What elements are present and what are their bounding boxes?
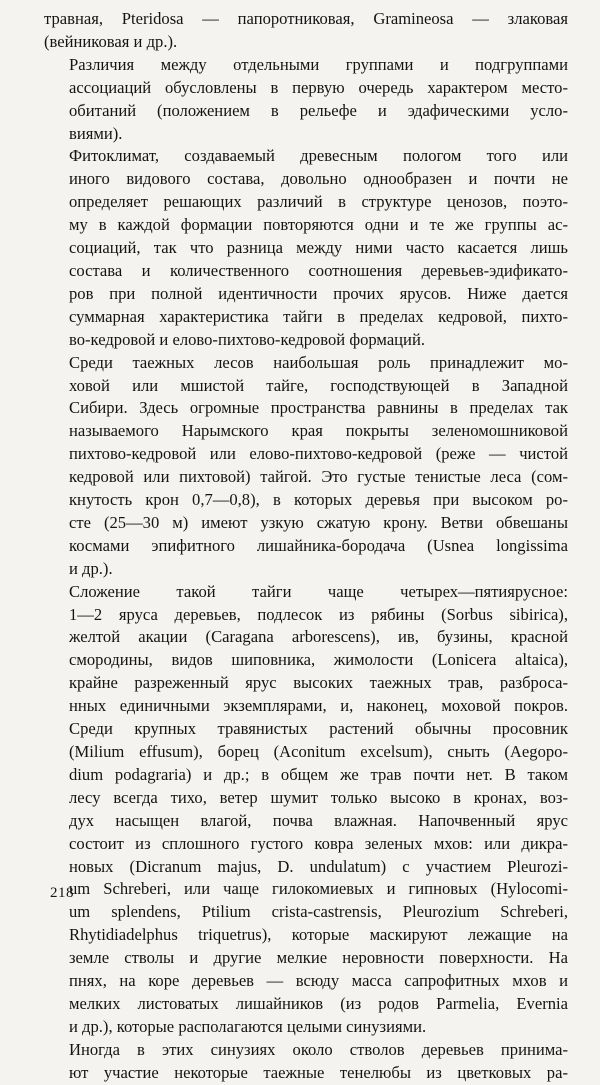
page-body-text — [44, 8, 568, 1085]
text-line: желтой акации (Caragana arborescens), ив, бузины, красной — [69, 627, 568, 647]
text-line: пнях, на коре деревьев — всюду масса сапрофитных мхов и — [69, 971, 568, 991]
text-line: смородины, видов шиповника, жимолости (Lonicera altaica), — [69, 650, 568, 670]
text-line: крайне разреженный ярус высоких таежных трав, разброса- — [69, 673, 568, 693]
text-line: виями). — [69, 123, 123, 143]
text-line: (вейниковая и др.). — [44, 31, 178, 51]
text-line: новых (Dicranum majus, D. undulatum) с участием Pleurozi- — [69, 856, 568, 876]
text-line: сте (25—30 м) имеют узкую сжатую крону. Ветви обвешаны — [69, 512, 568, 532]
text-line: ров при полной идентичности прочих ярусов. Ниже дается — [69, 283, 568, 303]
text-line: Среди крупных травянистых растений обычны просовник — [69, 719, 568, 739]
page-number: 218 — [50, 885, 74, 901]
text-line: кедровой или пихтовой) тайгой. Это густые тенистые леса (сом- — [69, 467, 568, 487]
text-line: земле стволы и другие мелкие неровности поверхности. На — [69, 948, 568, 968]
text-line: социаций, так что разница между ними часто касается лишь — [69, 238, 568, 258]
text-line: um splendens, Ptilium crista-castrensis, Pleurozium Schreberi, — [69, 902, 568, 922]
text-line: ют участие некоторые таежные тенелюбы из цветковых ра- — [69, 1062, 568, 1082]
paragraph-1 — [44, 8, 568, 54]
text-line: (Milium effusum), борец (Aconitum excelsum), сныть (Aegopo- — [69, 742, 568, 761]
paragraph-5 — [44, 581, 568, 1039]
text-line: 1—2 яруса деревьев, подлесок из рябины (Sorbus sibirica), — [69, 604, 568, 624]
text-line: иного видового состава, довольно однообразен и почти не — [69, 169, 568, 189]
text-line: определяет решающих различий в структуре ценозов, поэто- — [69, 192, 568, 212]
text-line: Иногда в этих синузиях около стволов деревьев принима- — [69, 1039, 568, 1059]
paragraph-6 — [44, 1039, 568, 1085]
paragraph-2 — [44, 54, 568, 146]
text-line: космами эпифитного лишайника-бородача (Usnea longissima — [69, 535, 568, 555]
text-line: обитаний (положением в рельефе и эдафическими усло- — [69, 100, 568, 120]
text-line: Сложение такой тайги чаще четырех—пятиярусное: — [69, 581, 568, 601]
text-line: ховой или мшистой тайге, господствующей в Западной — [69, 375, 568, 395]
text-line: Фитоклимат, создаваемый древесным пологом того или — [69, 146, 568, 166]
text-line: дух насыщен влагой, почва влажная. Напочвенный ярус — [69, 810, 568, 830]
text-line: мелких листоватых лишайников (из родов Parmelia, Evernia — [69, 993, 568, 1013]
text-line: Rhytidiadelphus triquetrus), которые маскируют лежащие на — [69, 925, 568, 945]
text-line: и др.). — [69, 558, 113, 578]
text-line: во-кедровой и елово-пихтово-кедровой формаций. — [69, 329, 425, 349]
text-line: Различия между отдельными группами и подгруппами — [69, 54, 568, 74]
text-line: состоит из сплошного густого ковра зеленых мхов: или дикра- — [69, 833, 568, 853]
text-line: суммарная характеристика тайги в пределах кедровой, пихто- — [69, 306, 568, 326]
text-line: dium podagraria) и др.; в общем же трав почти нет. В таком — [69, 764, 568, 784]
text-line: травная, Pteridosa — папоротниковая, Gramineosa — злаковая — [44, 9, 568, 28]
text-line: му в каждой формации повторяются одни и те же группы ас- — [69, 215, 568, 235]
text-line: um Schreberi, или чаще гилокомиевых и гипновых (Hylocomi- — [69, 879, 568, 899]
text-line: ассоциаций обусловлены в первую очередь характером место- — [69, 77, 568, 97]
text-line: состава и количественного соотношения деревьев-эдификато- — [69, 260, 568, 280]
text-line: Сибири. Здесь огромные пространства равнины в пределах так — [69, 398, 568, 418]
paragraph-3 — [44, 145, 568, 351]
paragraph-4 — [44, 352, 568, 581]
text-line: и др.), которые располагаются целыми синузиями. — [69, 1016, 427, 1036]
text-line: лесу всегда тихо, ветер шумит только высоко в кронах, воз- — [69, 787, 568, 807]
text-line: пихтово-кедровой или елово-пихтово-кедровой (реже — чистой — [69, 444, 568, 464]
text-line: нных единичными экземплярами, и, наконец, моховой покров. — [69, 696, 568, 716]
text-line: кнутость крон 0,7—0,8), в которых деревья при высоком ро- — [69, 490, 568, 510]
text-line: Среди таежных лесов наибольшая роль принадлежит мо- — [69, 352, 568, 372]
text-line: называемого Нарымского края покрыты зеленомошниковой — [69, 421, 568, 441]
